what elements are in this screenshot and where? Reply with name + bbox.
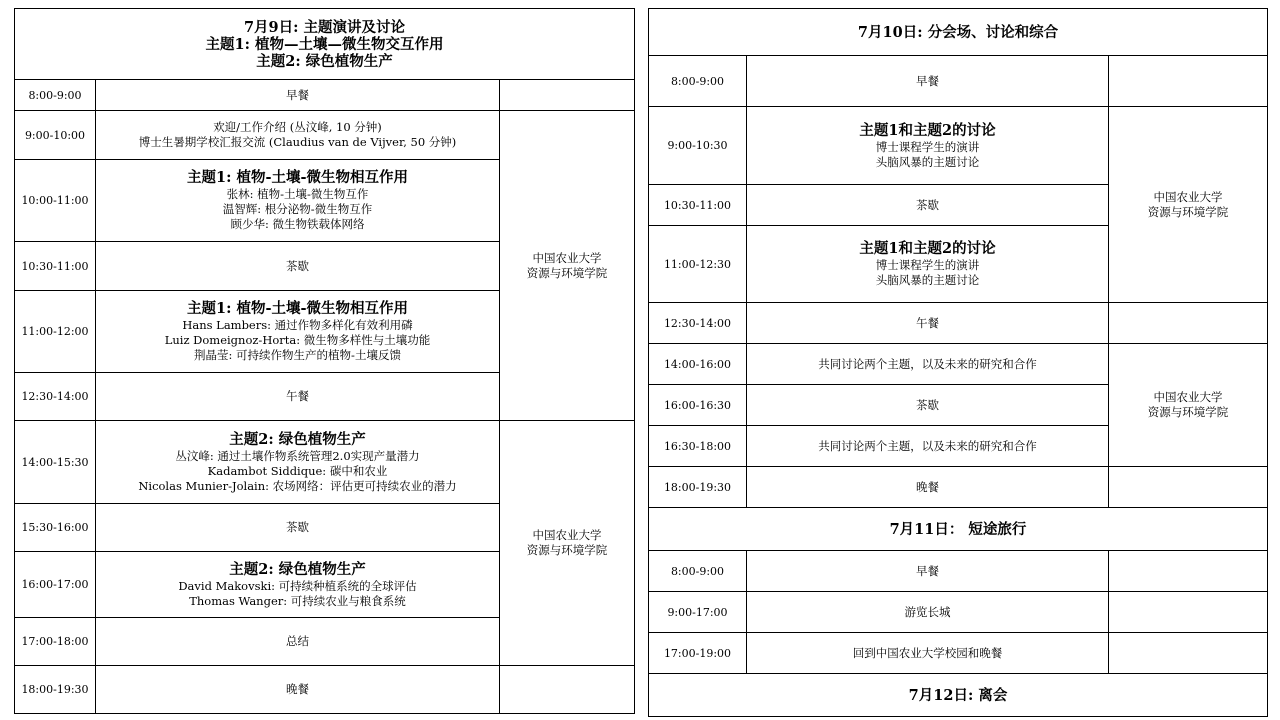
session-line: 午餐 <box>916 315 939 330</box>
time-cell: 9:00-17:00 <box>649 592 747 633</box>
time-cell: 10:00-11:00 <box>15 160 96 242</box>
header-line: 主题2: 绿色植物生产 <box>256 52 393 70</box>
session-cell <box>96 111 500 160</box>
session-line: 茶歇 <box>286 258 309 273</box>
session-title: 主题1: 植物-土壤-微生物相互作用 <box>186 169 409 186</box>
header-line: 主题1: 植物—土壤—微生物交互作用 <box>205 35 444 53</box>
session-line: 午餐 <box>286 389 309 403</box>
session-cell <box>747 467 1109 508</box>
time-cell: 17:00-19:00 <box>649 633 747 674</box>
location-cell <box>500 421 635 666</box>
session-cell <box>747 344 1109 385</box>
session-line: 博士课程学生的演讲 <box>875 258 980 272</box>
empty-location-cell <box>500 80 635 111</box>
time-cell: 8:00-9:00 <box>15 80 96 111</box>
session-line: 茶歇 <box>916 197 939 212</box>
session-cell <box>747 551 1109 592</box>
session-line: David Makovski: 可持续种植系统的全球评估 <box>178 578 417 593</box>
session-line: 共同讨论两个主题，以及未来的研究和合作 <box>818 356 1037 371</box>
session-line: 茶歇 <box>916 397 939 412</box>
session-title: 主题1和主题2的讨论 <box>859 240 996 257</box>
session-line: 回到中国农业大学校园和晚餐 <box>852 645 1003 660</box>
location-line: 资源与环境学院 <box>1147 405 1229 419</box>
session-line: Thomas Wanger: 可持续农业与粮食系统 <box>189 593 406 608</box>
session-cell <box>747 592 1109 633</box>
session-line: 顾少华: 微生物铁载体网络 <box>230 217 365 231</box>
location-cell <box>1109 107 1268 303</box>
location-cell <box>1109 344 1268 467</box>
time-cell: 11:00-12:00 <box>15 291 96 373</box>
session-title: 主题2: 绿色植物生产 <box>229 430 366 448</box>
time-cell: 9:00-10:00 <box>15 111 96 160</box>
session-cell <box>96 666 500 714</box>
location-line: 中国农业大学 <box>1153 189 1223 204</box>
time-cell: 9:00-10:30 <box>649 107 747 185</box>
time-cell: 16:30-18:00 <box>649 426 747 467</box>
session-cell <box>96 242 500 291</box>
session-line: 欢迎/工作介绍 (丛汶峰, 10 分钟) <box>213 120 382 134</box>
empty-location-cell <box>1109 551 1268 592</box>
session-cell <box>96 80 500 111</box>
session-line: 茶歇 <box>286 520 309 534</box>
header-line: 7月9日: 主题演讲及讨论 <box>243 18 406 36</box>
session-line: Luiz Domeignoz-Horta: 微生物多样性与土壤功能 <box>164 333 431 347</box>
session-line: 丛汶峰: 通过土壤作物系统管理2.0实现产量潜力 <box>175 448 420 463</box>
session-cell <box>747 107 1109 185</box>
session-line: 游览长城 <box>904 604 951 619</box>
session-line: Nicolas Munier-Jolain: 农场网络：评估更可持续农业的潜力 <box>138 478 457 493</box>
time-cell: 12:30-14:00 <box>649 303 747 344</box>
session-line: 头脑风暴的主题讨论 <box>875 154 980 169</box>
session-cell <box>96 552 500 618</box>
session-cell <box>747 226 1109 303</box>
location-line: 中国农业大学 <box>532 250 602 265</box>
session-cell <box>747 185 1109 226</box>
empty-location-cell <box>1109 592 1268 633</box>
day-0711-header: 7月11日： 短途旅行 <box>649 508 1268 551</box>
session-cell <box>96 504 500 552</box>
location-line: 中国农业大学 <box>532 528 602 542</box>
session-cell <box>96 618 500 666</box>
time-cell: 10:30-11:00 <box>15 242 96 291</box>
session-title: 主题1: 植物-土壤-微生物相互作用 <box>186 300 409 317</box>
location-line: 资源与环境学院 <box>526 265 608 280</box>
session-line: 早餐 <box>916 563 939 578</box>
empty-location-cell <box>1109 467 1268 508</box>
session-cell <box>747 385 1109 426</box>
day-0710-header: 7月10日: 分会场、讨论和综合 <box>649 9 1268 56</box>
day-0712-header: 7月12日: 离会 <box>649 674 1268 717</box>
session-line: Hans Lambers: 通过作物多样化有效利用磷 <box>182 318 413 332</box>
time-cell: 12:30-14:00 <box>15 373 96 421</box>
session-line: 博士生暑期学校汇报交流 (Claudius van de Vijver, 50 分钟) <box>138 135 457 149</box>
empty-location-cell <box>1109 303 1268 344</box>
empty-location-cell <box>500 666 635 714</box>
time-cell: 16:00-17:00 <box>15 552 96 618</box>
session-cell <box>747 633 1109 674</box>
time-cell: 14:00-15:30 <box>15 421 96 504</box>
session-line: 博士课程学生的演讲 <box>875 139 980 154</box>
session-line: 共同讨论两个主题，以及未来的研究和合作 <box>818 438 1037 453</box>
session-title: 主题1和主题2的讨论 <box>859 121 996 139</box>
time-cell: 8:00-9:00 <box>649 56 747 107</box>
session-line: 荆晶莹: 可持续作物生产的植物-土壤反馈 <box>194 348 401 362</box>
time-cell: 11:00-12:30 <box>649 226 747 303</box>
session-title: 主题2: 绿色植物生产 <box>229 560 366 578</box>
empty-location-cell <box>1109 633 1268 674</box>
session-cell <box>747 56 1109 107</box>
session-line: 晚餐 <box>916 479 939 494</box>
session-line: 温智辉: 根分泌物-微生物互作 <box>222 202 373 216</box>
time-cell: 14:00-16:00 <box>649 344 747 385</box>
day-0709-schedule-table <box>14 8 635 714</box>
session-line: Kadambot Siddique: 碳中和农业 <box>207 463 388 478</box>
location-cell <box>500 111 635 421</box>
session-line: 早餐 <box>916 73 939 88</box>
time-cell: 16:00-16:30 <box>649 385 747 426</box>
time-cell: 17:00-18:00 <box>15 618 96 666</box>
time-cell: 18:00-19:30 <box>15 666 96 714</box>
session-line: 总结 <box>286 634 309 648</box>
session-cell <box>96 421 500 504</box>
session-line: 早餐 <box>286 87 309 102</box>
time-cell: 18:00-19:30 <box>649 467 747 508</box>
session-cell <box>96 291 500 373</box>
time-cell: 10:30-11:00 <box>649 185 747 226</box>
session-line: 张林: 植物-土壤-微生物互作 <box>226 187 369 201</box>
empty-location-cell <box>1109 56 1268 107</box>
location-line: 中国农业大学 <box>1153 390 1223 404</box>
time-cell: 8:00-9:00 <box>649 551 747 592</box>
session-cell <box>747 426 1109 467</box>
location-line: 资源与环境学院 <box>526 543 608 557</box>
session-cell <box>747 303 1109 344</box>
session-cell <box>96 373 500 421</box>
location-line: 资源与环境学院 <box>1147 204 1229 219</box>
session-line: 晚餐 <box>286 682 309 696</box>
day-0710-0712-schedule-table <box>648 8 1268 717</box>
session-cell <box>96 160 500 242</box>
time-cell: 15:30-16:00 <box>15 504 96 552</box>
session-line: 头脑风暴的主题讨论 <box>875 273 980 287</box>
day-0709-header <box>15 9 635 80</box>
